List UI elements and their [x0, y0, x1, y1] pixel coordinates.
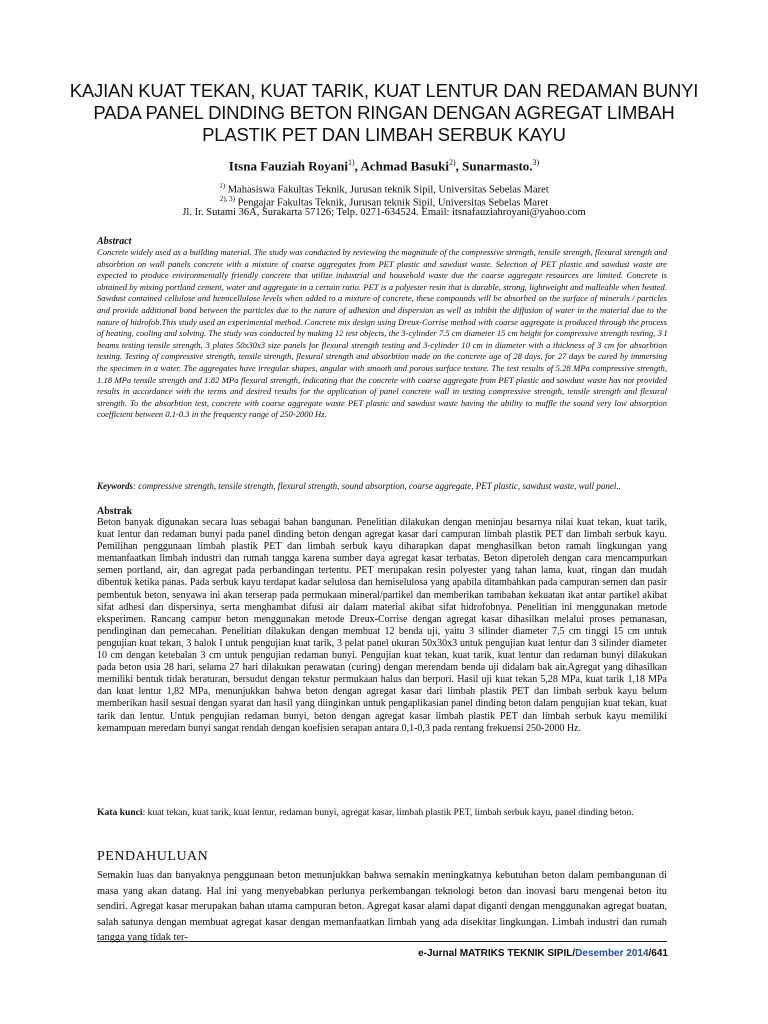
author-name: Achmad Basuki	[360, 158, 449, 174]
affiliation-text: Pengajar Fakultas Teknik, Jurusan teknik Sipil, Universitas Sebelas Maret	[237, 197, 549, 209]
paper-title	[60, 80, 708, 146]
page-footer	[418, 948, 668, 959]
kata-kunci-line	[97, 807, 667, 819]
author-sup: 2)	[448, 158, 456, 167]
affiliation-sup: 1)	[219, 182, 226, 190]
keywords-line	[97, 480, 667, 492]
affiliation-text: Jl. Ir. Sutami 36A, Surakarta 57126; Telp. 0271-634524. Email: itsnafauziahroyani@yahoo.com	[182, 207, 586, 218]
abstrak-heading: Abstrak	[97, 506, 133, 517]
abstract-section	[97, 236, 667, 421]
author-sep: ,	[455, 158, 463, 174]
footer-journal: e-Jurnal MATRIKS TEKNIK SIPIL/	[418, 948, 576, 959]
kata-kunci-label: Kata kunci	[97, 807, 143, 818]
author-name: Sunarmasto	[462, 158, 530, 174]
affiliation-sup: 2), 3)	[219, 195, 235, 203]
section-body: Semakin luas dan banyaknya penggunaan beton menunjukkan bahwa semakin meningkatnya kebutuhan beton dalam pembangunan di masa yang akan datang. Hal ini yang menyebabkan perlunya perkembangan teknologi beton dan inovasi baru mengenai beton itu sendiri. Agregat kasar merupakan bahan utama campuran beton. Agregat kasar alami dapat diganti dengan menggunakan agregat buatan, salah satunya dengan membuat agregat kasar dengan memanfaatkan limbah yang ada disekitar lingkungan. Limbah industri dan rumah tangga yang tidak ter-	[97, 870, 667, 943]
title-line: KAJIAN KUAT TEKAN, KUAT TARIK, KUAT LENTUR DAN REDAMAN BUNYI	[69, 80, 699, 101]
abstract-heading: Abstract	[97, 236, 132, 247]
author-sup: 3)	[532, 158, 540, 167]
title-line: PLASTIK PET DAN LIMBAH SERBUK KAYU	[202, 124, 566, 145]
keywords-text: : compressive strength, tensile strength, flexural strength, sound absorption, coarse aggregate, PET plastic, sawdust waste, wall panel..	[133, 481, 621, 491]
title-line: PADA PANEL DINDING BETON RINGAN DENGAN AGREGAT LIMBAH	[93, 102, 675, 123]
abstract-body: Concrete widely used as a building material. The study was conducted by reviewing the magnitude of the compressive strength, tensile strength, flexural strength and absorbtion on wall panels concrete with a mixture of coarse aggregates from PET plastic and sawdust waste. Selection of PET plastic and sawdust waste are expected to produce environmentally friendly concrete that utilize industrial and household waste due the coarse aggregate resources are limited. Concrete is obtained by mixing portland cement, water and aggregate in a certain ratio. PET is a polyester resin that is durable, strong, lightweight and malleable when heated. Sawdust contained cellulose and hemicellulose levels when added to a mixture of concrete, these compounds will be absorbed on the surface of minerals / particles and provide additional bond between the particles due to the nature of adhesion and dispersion as well as inhibit the diffusion of water in the material due to the nature of hidrofob.This study used an experimental method. Concrete mix design using Dreux-Corrise method with coarse aggregate is produced through the process of heating, cooling and solving. The study was conducted by making 12 test objects, the 3-cylinder 7.5 cm diameter 15 cm height for compressive strength testing, 3 I beams testing tensile strength, 3 plates 50x30x3 size panels for flexural strength testing and 3-cylinder 10 cm in diameter with a thickness of 3 cm for absorbtion testing. Testing of compressive strength, tensile strength, flexural strength and absorbtion made on the concrete age of 28 days, for 27 days be cured by immersing the specimen in a water. The aggregates have irregular shapes, angular with smooth and porous surface texture. The test results of 5.28 MPa compressive strength, 1.18 MPa tensile strength and 1.82 MPa flexural strength, indicating that the concrete with coarse aggregate from PET plastic and sawdust waste has not provided results in accordance with the terms and desired results for the application of panel concrete wall in testing compressive strength, tensile strength and flexural strength. To the absorbtion test, concrete with coarse aggregate waste PET plastic and sawdust waste having the ability to muffle the sound very low absorption coefficient between 0.1-0.3 in the frequency range of 250-2000 Hz.	[97, 247, 667, 420]
author-list: Itsna Fauziah Royani$^{1)}$, Achmad Basuki$^{2)}$, Sunarmasto.$^{3)}$	[228, 158, 540, 174]
author-sep: ,	[354, 158, 361, 174]
abstrak-section	[97, 506, 667, 735]
footer-divider	[97, 941, 667, 942]
section-heading: PENDAHULUAN	[97, 849, 209, 864]
footer-date: Desember 2014	[575, 948, 649, 959]
author-name: Itsna Fauziah Royani	[228, 158, 348, 174]
footer-page: /641	[648, 948, 668, 959]
affiliation-address	[60, 206, 708, 219]
author-sup: 1)	[347, 158, 355, 167]
keywords-label: Keywords	[97, 481, 133, 491]
affiliation-text: Mahasiswa Fakultas Teknik, Jurusan teknik Sipil, Universitas Sebelas Maret	[227, 184, 549, 196]
kata-kunci-text: : kuat tekan, kuat tarik, kuat lentur, redaman bunyi, agregat kasar, limbah plastik PET, limbah serbuk kayu, panel dinding beton.	[142, 807, 634, 818]
abstrak-body: Beton banyak digunakan secara luas sebagai bahan bangunan. Penelitian dilakukan dengan meninjau besarnya nilai kuat tekan, kuat tarik, kuat lentur dan redaman bunyi pada panel dinding beton dengan agregat kasar dari campuran limbah plastik PET dan limbah serbuk kayu. Pemilihan penggunaan limbah plastik PET dan limbah serbuk kayu diharapkan dapat menghasilkan beton ramah lingkungan yang memanfaatkan limbah industri dan rumah tangga karena sumber daya agregat kasar terbatas. Beton diperoleh dengan cara mencampurkan semen portland, air, dan agregat pada perbandingan tertentu. PET merupakan resin polyester yang tahan lama, kuat, ringan dan mudah dibentuk ketika panas. Pada serbuk kayu terdapat kadar selulosa dan hemiselulosa yang apabila ditambahkan pada campuran semen dan pasir pembentuk beton, senyawa ini akan terserap pada permukaan mineral/partikel dan memberikan tambahan kekuatan ikat antar partikel akibat sifat adhesi dan dispersinya, serta menghambat difusi air dalam material akibat sifat hidrofobnya. Penelitian ini menggunakan metode eksperimen. Rancang campur beton menggunakan metode Dreux-Corrise dengan agregat kasar dihasilkan melalui proses pemanasan, pendinginan dan pemecahan. Penelitian dilakukan dengan membuat 12 benda uji, yaitu 3 silinder diameter 7,5 cm tinggi 15 cm untuk pengujian kuat tekan, 3 balok I untuk pengujian kuat tarik, 3 pelat panel ukuran 50x30x3 untuk pengujian kuat lentur dan 3 silinder diameter 10 cm dengan ketebalan 3 cm untuk pengujian redaman bunyi. Pengujian kuat tekan, kuat tarik, kuat lentur dan redaman bunyi dilakukan pada beton usia 28 hari, selama 27 hari dilakukan perawatan (curing) dengan merendam benda uji didalam bak air.Agregat yang dihasilkan memiliki bentuk tidak beraturan, bersudut dengan tekstur permukaan halus dan berpori. Hasil uji kuat tekan 5,28 MPa, kuat tarik 1,18 MPa dan kuat lentur 1,82 MPa, menunjukkan bahwa beton dengan agregat kasar dari limbah plastik PET dan limbah serbuk kayu belum memberikan hasil sesuai dengan syarat dan hasil yang diinginkan untuk pengaplikasian panel dinding beton dalam pengujian kuat tekan, kuat tarik dan lentur. Untuk pengujian redaman bunyi, beton dengan agregat kasar limbah plastik PET dan limbah serbuk kayu memiliki kemampuan meredam bunyi sangat rendah dengan koefisien serapan antara 0,1-0,3 pada rentang frekuensi 250-2000 Hz.	[97, 517, 667, 734]
